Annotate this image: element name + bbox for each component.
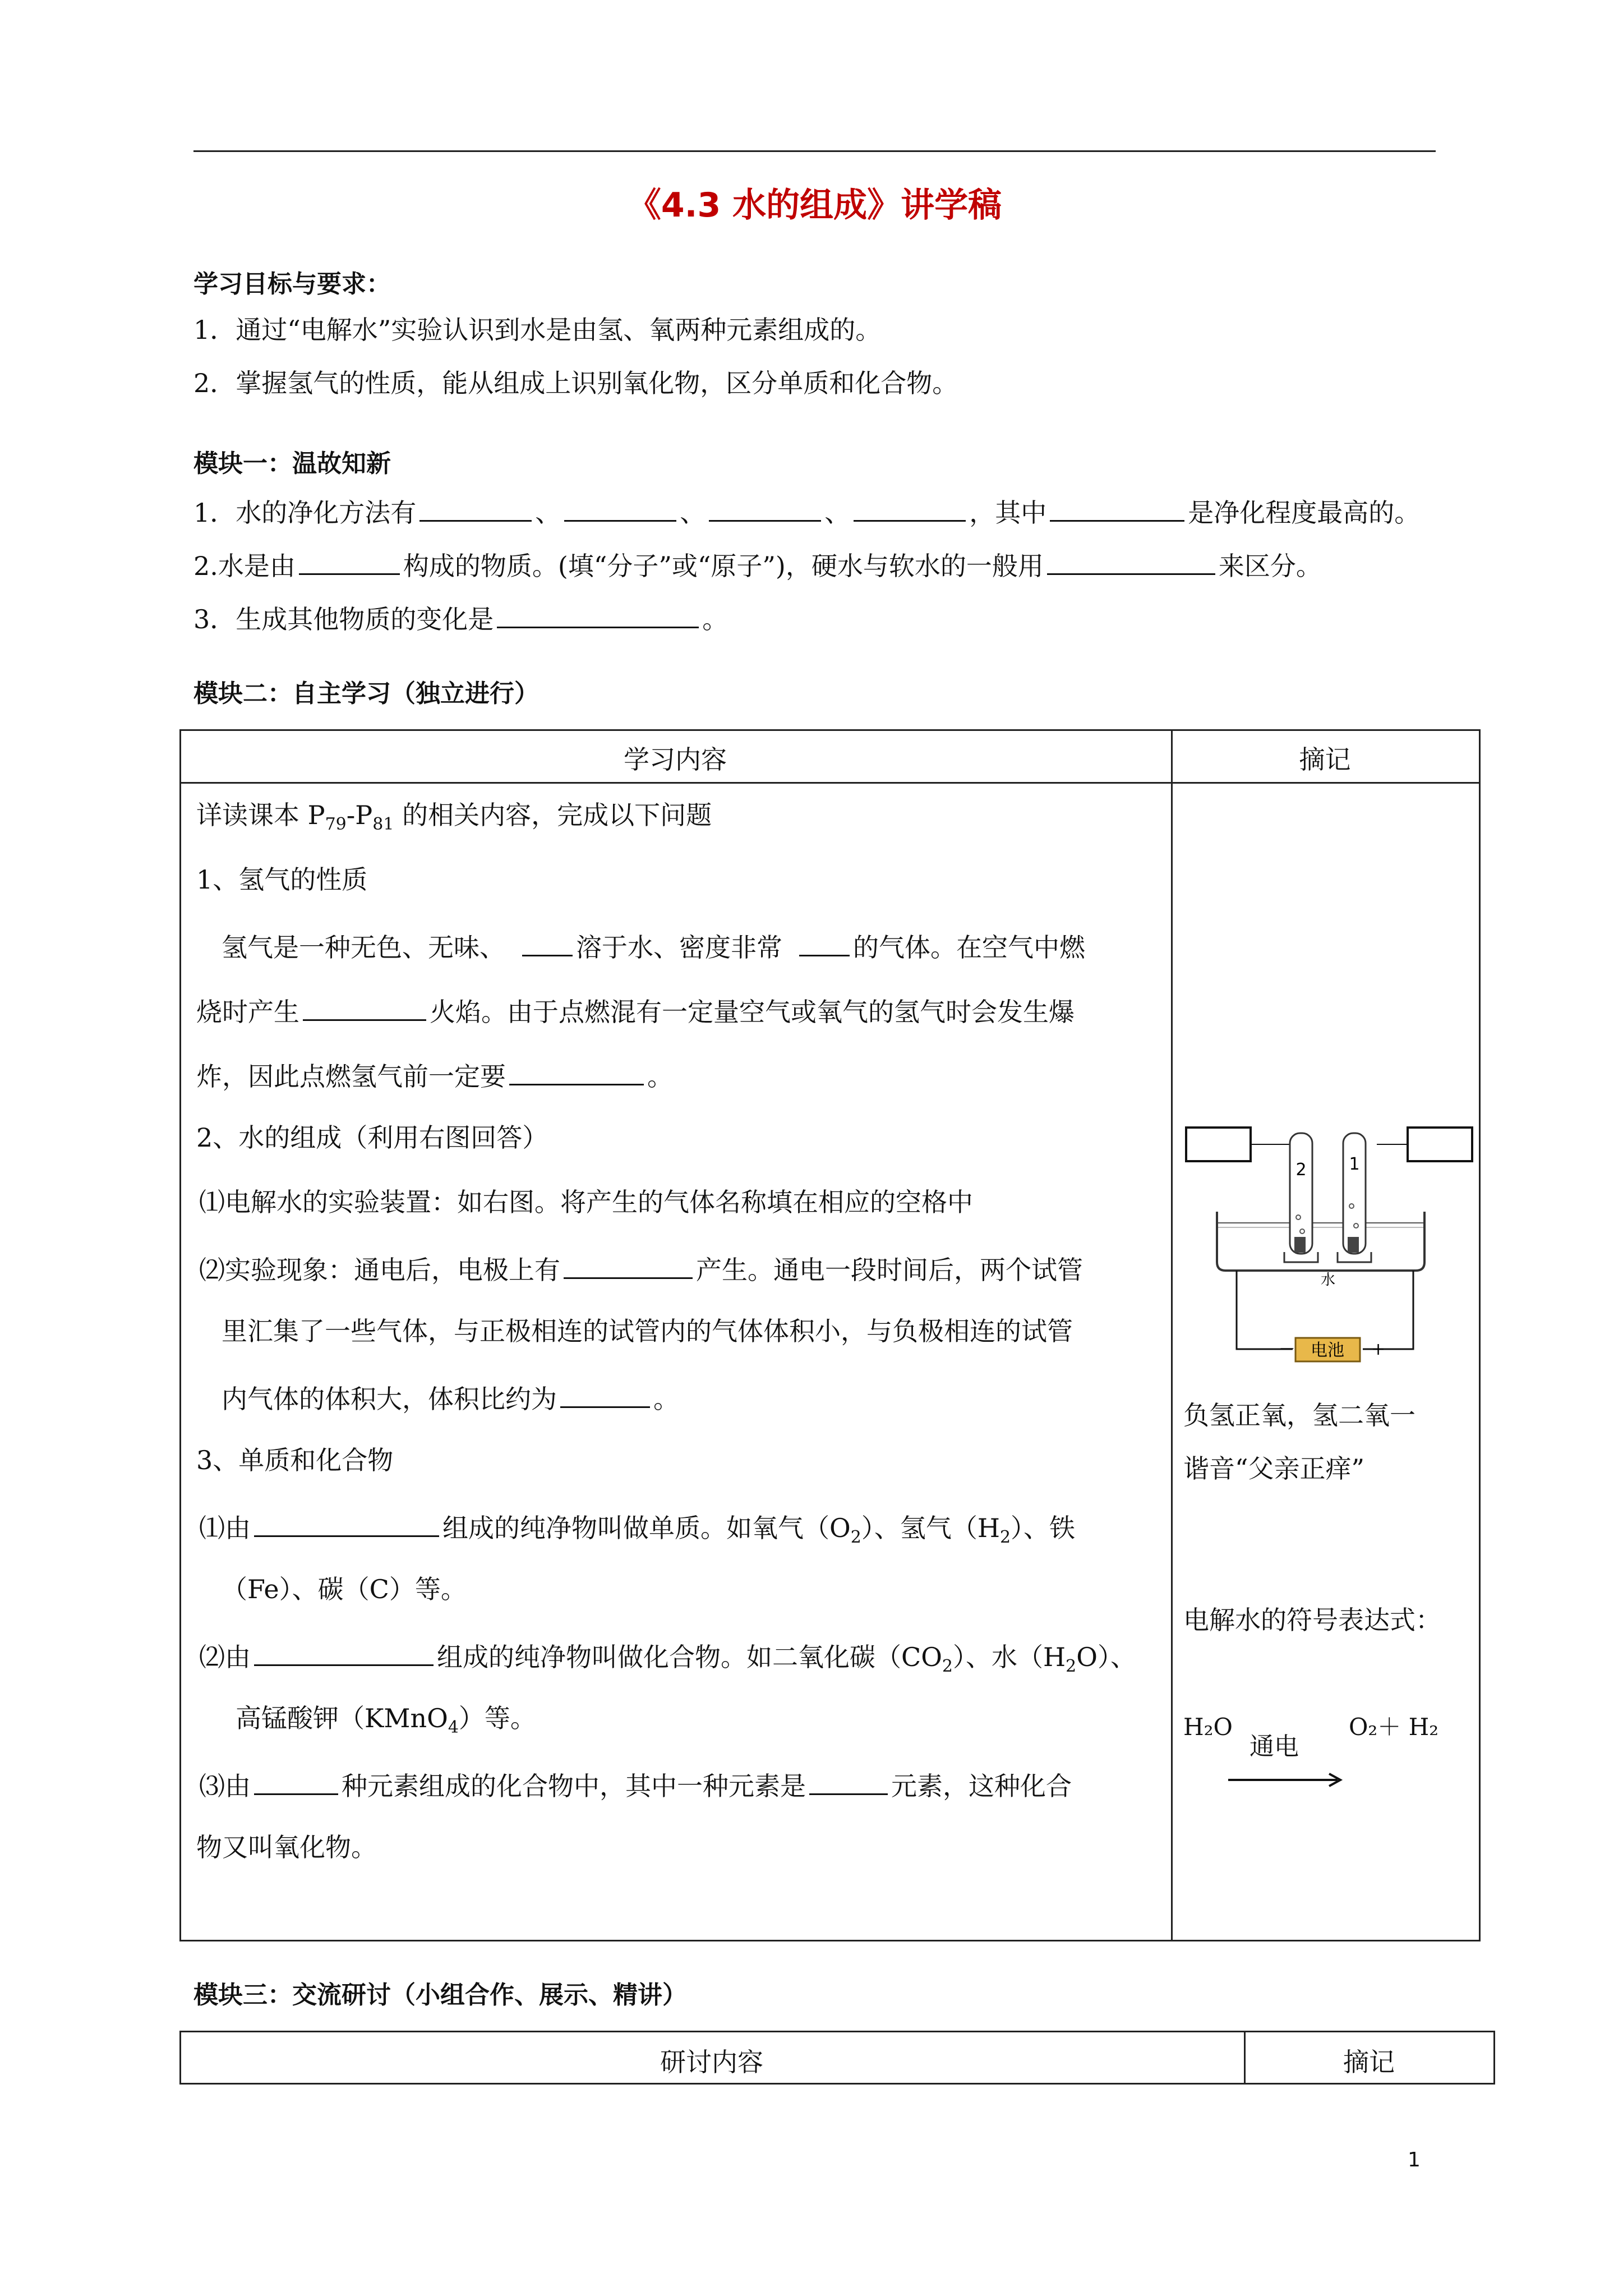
table-header-rule (179, 782, 1481, 784)
section1-line: 炸，因此点燃氢气前一定要 。 (196, 1061, 673, 1092)
module1-q2: 2.水是由 构成的物质。(填“分子”或“原子”)，硬水与软水的一般用 来区分。 (193, 551, 1322, 581)
col-header-content: 学习内容 (624, 744, 727, 775)
section3-item: ⑴由 组成的纯净物叫做单质。如氧气$(O_2)$、氢气$(H_2)$、铁 (199, 1513, 1076, 1548)
notes-equation-label: 电解水的符号表达式： (1183, 1605, 1441, 1635)
goal-item: 1．通过“电解水”实验认识到水是由氢、氧两种元素组成的。 (193, 315, 882, 345)
goals-heading: 学习目标与要求： (193, 270, 391, 298)
module3-heading: 模块三：交流研讨（小组合作、展示、精讲） (193, 1981, 687, 2009)
svg-text:电池: 电池 (1311, 1341, 1344, 1360)
section3-item: ⑶由 种元素组成的化合物中，其中一种元素是 元素，这种化合 (199, 1771, 1072, 1801)
module2-heading: 模块二：自主学习（独立进行） (193, 679, 539, 708)
svg-text:+: + (1371, 1340, 1386, 1359)
table-divider (1171, 729, 1173, 1940)
equation-condition: 通电 (1249, 1732, 1299, 1761)
section3-item: 高锰酸钾（KMnO$_4$）等。 (236, 1703, 536, 1738)
section2-item: 内气体的体积大，体积比约为 。 (222, 1384, 679, 1414)
svg-text:1: 1 (1349, 1154, 1360, 1174)
electrolysis-diagram (1183, 1122, 1497, 1391)
svg-text:水: 水 (1320, 1272, 1336, 1289)
svg-text:2: 2 (1295, 1160, 1307, 1180)
section2-title: 2、水的组成（利用右图回答） (196, 1122, 548, 1153)
equation-products: O₂＋ H₂ (1349, 1713, 1439, 1741)
section2-item: ⑵实验现象：通电后，电极上有 产生。通电一段时间后，两个试管 (199, 1255, 1083, 1285)
module2-intro: 详读课本 $P_{79}-P_{81}$ 的相关内容，完成以下问题 (196, 800, 712, 835)
section2-item: ⑴电解水的实验装置：如右图。将产生的气体名称填在相应的空格中 (199, 1187, 973, 1217)
section3-item: 物又叫氧化物。 (196, 1832, 377, 1862)
notes-mnemonic: 谐音“父亲正痒” (1183, 1453, 1365, 1484)
section3-title: 3、单质和化合物 (196, 1445, 394, 1475)
arrow-right-icon (1228, 1772, 1346, 1788)
section1-line: 烧时产生 火焰。由于点燃混有一定量空气或氧气的氢气时会发生爆 (196, 997, 1075, 1027)
module1-q3: 3．生成其他物质的变化是 。 (193, 604, 728, 634)
section3-item: （Fe）、碳（C）等。 (222, 1574, 467, 1604)
module1-heading: 模块一：温故知新 (193, 449, 391, 478)
col-header-content: 研讨内容 (660, 2047, 763, 2077)
section2-item: 里汇集了一些气体，与正极相连的试管内的气体体积小，与负极相连的试管 (222, 1316, 1073, 1346)
col-header-notes: 摘记 (1299, 744, 1351, 775)
equation-reactant: H₂O (1183, 1713, 1233, 1741)
module1-q1: 1．水的净化方法有 、 、 、 ，其中 是净化程度最高的。 (193, 498, 1421, 528)
section3-item: ⑵由 组成的纯净物叫做化合物。如二氧化碳$(CO_2)$、水$(H_2O)$、 (199, 1642, 1136, 1677)
page-number: 1 (1408, 2148, 1421, 2171)
page-title: 《4.3 水的组成》讲学稿 (627, 186, 1002, 225)
notes-mnemonic: 负氢正氧，氢二氧一 (1183, 1400, 1415, 1430)
header-rule (193, 150, 1436, 152)
svg-text:－: － (1279, 1340, 1295, 1359)
col-header-notes: 摘记 (1343, 2047, 1395, 2077)
section1-line: 氢气是一种无色、无味、 溶于水、密度非常 的气体。在空气中燃 (222, 932, 1085, 963)
section1-title: 1、氢气的性质 (196, 864, 368, 895)
goal-item: 2．掌握氢气的性质，能从组成上识别氧化物，区分单质和化合物。 (193, 368, 958, 398)
